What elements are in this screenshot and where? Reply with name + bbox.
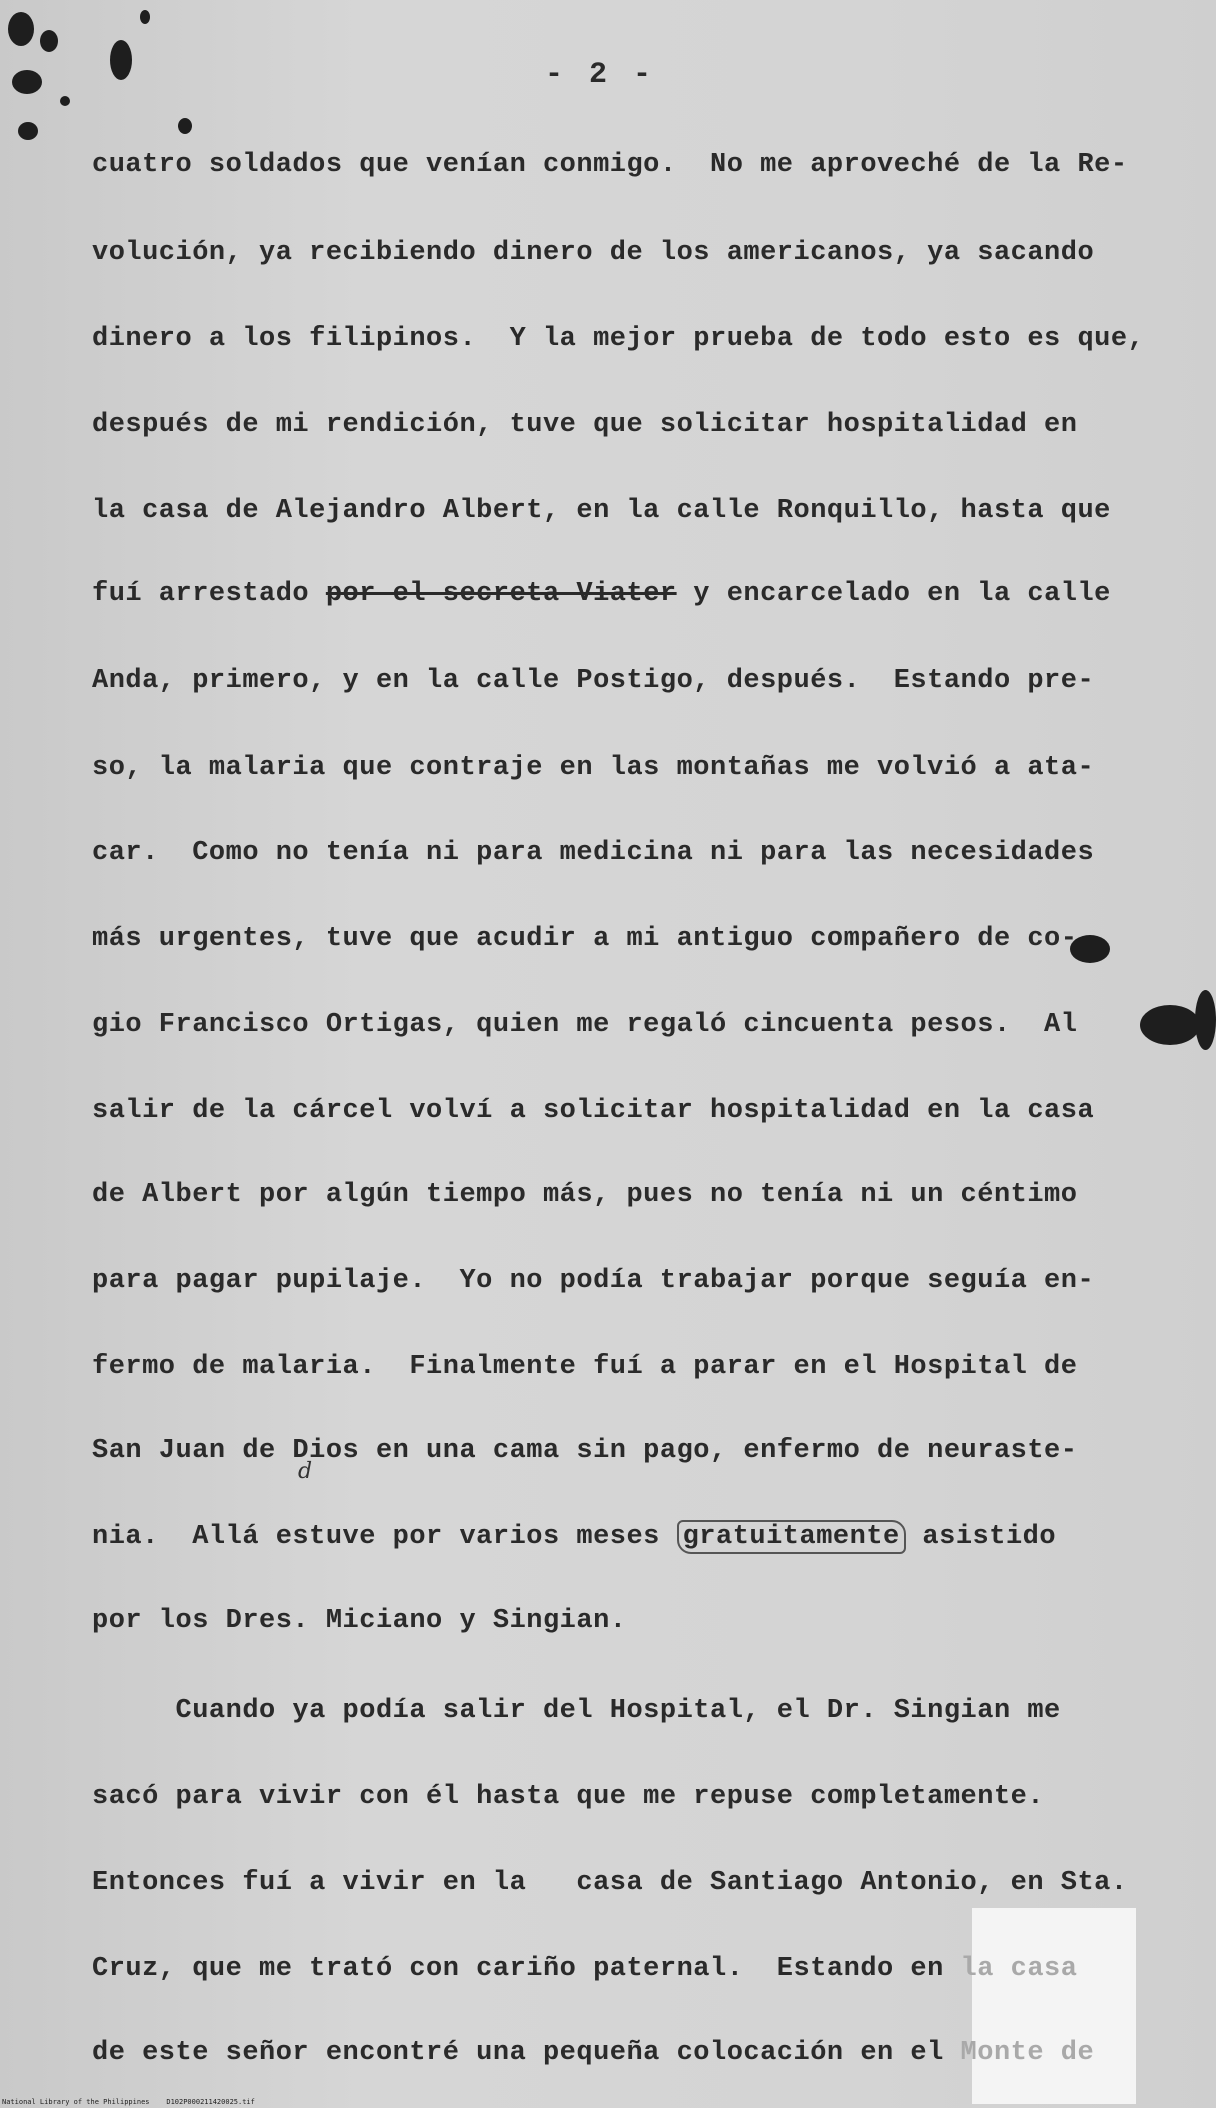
ink-stain	[1140, 1005, 1200, 1045]
text-line: dinero a los filipinos. Y la mejor prueba de todo esto es que,	[92, 324, 1145, 354]
text-line: por los Dres. Miciano y Singian.	[92, 1606, 627, 1636]
ink-stain	[178, 118, 192, 134]
text-line: San Juan de Dios en una cama sin pago, enfermo de neuraste-	[92, 1436, 1078, 1466]
ink-stain	[140, 10, 150, 24]
text-line: de este señor encontré una pequeña colocación en el Monte de	[92, 2038, 1095, 2068]
ink-stain	[40, 30, 58, 52]
ink-stain	[12, 70, 42, 94]
archive-footer: National Library of the Philippines D102P000211420025.tif	[2, 2098, 255, 2106]
text-line: salir de la cárcel volví a solicitar hospitalidad en la casa	[92, 1096, 1095, 1126]
handwritten-correction: d	[298, 1459, 313, 1484]
ink-stain	[110, 40, 132, 80]
text-line: fuí arrestado por el secreta Viater y encarcelado en la calle	[92, 579, 1111, 609]
text-line: volución, ya recibiendo dinero de los americanos, ya sacando	[92, 238, 1095, 268]
text-line: nia. Allá estuve por varios meses gratuitamente asistido	[92, 1522, 1057, 1552]
text-line: la casa de Alejandro Albert, en la calle Ronquillo, hasta que	[92, 496, 1111, 526]
text-line: Anda, primero, y en la calle Postigo, después. Estando pre-	[92, 666, 1095, 696]
ink-stain	[60, 96, 70, 106]
text-line: Cuando ya podía salir del Hospital, el Dr. Singian me	[92, 1696, 1061, 1726]
page-number: - 2 -	[545, 58, 656, 92]
ink-stain	[8, 12, 34, 46]
paper-patch	[972, 1908, 1136, 2104]
text-line: car. Como no tenía ni para medicina ni para las necesidades	[92, 838, 1095, 868]
text-line: fermo de malaria. Finalmente fuí a parar en el Hospital de	[92, 1352, 1078, 1382]
text-line: Cruz, que me trató con cariño paternal. Estando en la casa	[92, 1954, 1078, 1984]
faded-text: la casa	[960, 1954, 1078, 1984]
text-line: más urgentes, tuve que acudir a mi antiguo compañero de co-	[92, 924, 1078, 954]
text-line: después de mi rendición, tuve que solicitar hospitalidad en	[92, 410, 1078, 440]
text-line: gio Francisco Ortigas, quien me regaló cincuenta pesos. Al	[92, 1010, 1078, 1040]
text-line: de Albert por algún tiempo más, pues no tenía ni un céntimo	[92, 1180, 1078, 1210]
text-line: Entonces fuí a vivir en la casa de Santiago Antonio, en Sta.	[92, 1868, 1128, 1898]
text-line: so, la malaria que contraje en las montañas me volvió a ata-	[92, 753, 1095, 783]
ink-stain	[1195, 990, 1216, 1050]
text-line: cuatro soldados que venían conmigo. No me aproveché de la Re-	[92, 150, 1128, 180]
ink-stain	[18, 122, 38, 140]
struck-text: por el secreta Viater	[325, 579, 677, 609]
text-line: sacó para vivir con él hasta que me repuse completamente.	[92, 1782, 1045, 1812]
boxed-text: gratuitamente	[677, 1520, 906, 1554]
faded-text: Monte de	[960, 2038, 1095, 2068]
text-line: para pagar pupilaje. Yo no podía trabajar porque seguía en-	[92, 1266, 1095, 1296]
